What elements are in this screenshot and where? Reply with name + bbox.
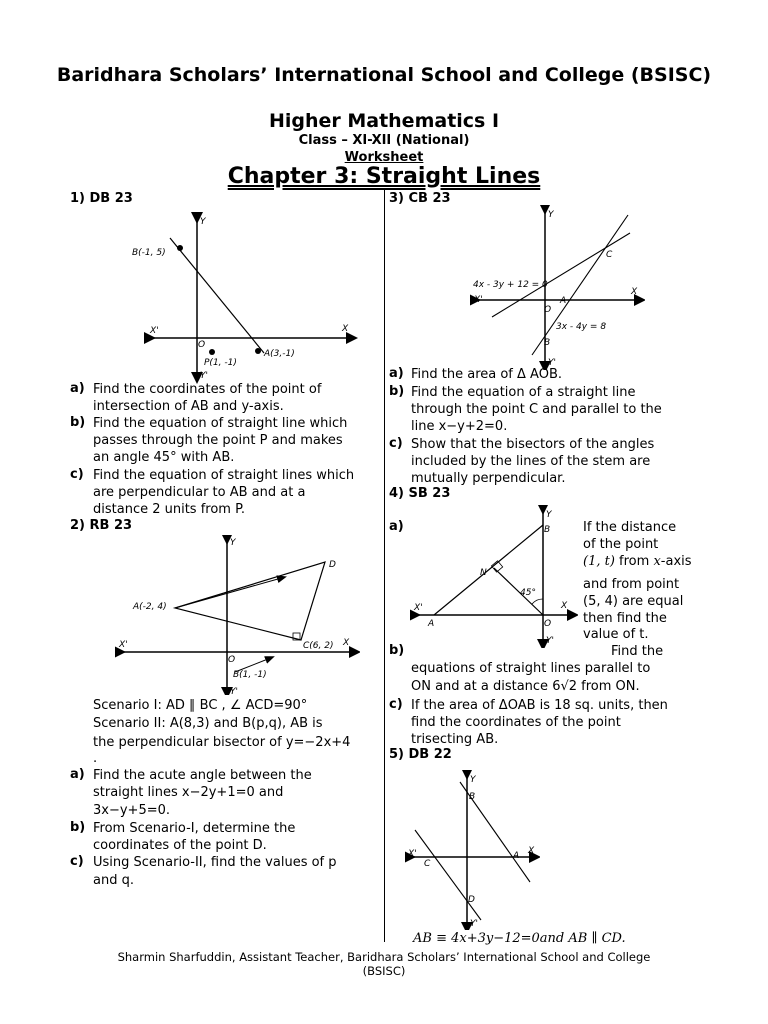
q4-from: from <box>619 554 650 569</box>
q3-label-y: Y <box>548 210 554 220</box>
q1-label-b: B(-1, 5) <box>132 248 166 258</box>
q2-figure <box>115 535 360 695</box>
school-name: Baridhara Scholars’ International School and College (BSISC) <box>56 64 712 86</box>
q3-b-line2: through the point C and parallel to the <box>411 402 662 417</box>
q2-label-yp: Y' <box>230 687 238 695</box>
q4-b-label: b) <box>389 643 405 658</box>
q3-a-line1: Find the area of Δ AOB. <box>411 367 562 382</box>
q1-label-o: O <box>198 340 206 350</box>
q1-heading: 1) DB 23 <box>70 191 133 206</box>
q1-point-a <box>255 348 261 354</box>
q4-label-a: A <box>428 619 435 629</box>
q2-c-line1: Using Scenario-II, find the values of p <box>93 855 337 870</box>
q1-c-line2: are perpendicular to AB and at a <box>93 485 306 500</box>
q2-scenario2: Scenario II: A(8,3) and B(p,q), AB is <box>93 716 323 731</box>
q2-label-xp: X' <box>119 640 128 650</box>
q1-label-xp: X' <box>150 326 159 336</box>
q3-b-line3: line x−y+2=0. <box>411 419 508 434</box>
q4-heading: 4) SB 23 <box>389 486 451 501</box>
q4-b-line2: equations of straight lines parallel to <box>411 661 651 676</box>
q3-label-a: A <box>560 296 567 306</box>
q5-label-yp: Y' <box>470 919 478 929</box>
footer-line2: (BSISC) <box>362 964 406 978</box>
q3-b-label: b) <box>389 384 405 399</box>
subject-title: Higher Mathematics I <box>268 110 500 132</box>
chapter-title: Chapter 3: Straight Lines <box>227 164 541 189</box>
footer-line1: Sharmin Sharfuddin, Assistant Teacher, Baridhara Scholars’ International School and College <box>117 950 651 964</box>
q3-label-x: X <box>631 287 638 297</box>
q1-b-label: b) <box>70 415 86 430</box>
q4-figure <box>410 505 578 648</box>
q5-label-c: C <box>424 859 431 869</box>
q3-c-line2: included by the lines of the stem are <box>411 454 651 469</box>
class-label: Class – XI-XII (National) <box>298 133 470 148</box>
q4-label-y: Y <box>546 510 552 520</box>
q4-label-o: O <box>544 619 552 629</box>
q2-label-c: C(6, 2) <box>303 641 334 651</box>
q3-b-line1: Find the equation of a straight line <box>411 385 636 400</box>
q2-a-line1: Find the acute angle between the <box>93 768 312 783</box>
q1-line-ab <box>170 238 264 353</box>
q5-label-y: Y <box>470 775 476 785</box>
q4-label-xp: X' <box>414 603 423 613</box>
q5-heading: 5) DB 22 <box>389 747 452 762</box>
q4-a-line4: and from point <box>583 577 680 592</box>
q2-c-line2: and q. <box>93 873 134 888</box>
q4-label-yp: Y' <box>546 636 554 646</box>
q2-triangle <box>175 562 325 640</box>
q3-label-b: B <box>544 338 551 348</box>
q4-label-angle: 45° <box>520 588 536 598</box>
q5-label-x: X <box>528 846 535 856</box>
q1-label-y: Y <box>200 217 206 227</box>
q1-point-b <box>177 245 183 251</box>
q2-label-x: X <box>343 638 350 648</box>
q1-label-p: P(1, -1) <box>204 358 237 368</box>
q3-c-label: c) <box>389 436 403 451</box>
q4-a-line2: of the point <box>583 537 659 552</box>
q2-label-b: B(1, -1) <box>233 670 267 680</box>
q1-label-x: X <box>342 324 349 334</box>
q1-c-line1: Find the equation of straight lines which <box>93 468 355 483</box>
q4-c-line3: trisecting AB. <box>411 732 499 747</box>
q5-label-b: B <box>469 792 476 802</box>
q2-scenario1: Scenario I: AD ∥ BC , ∠ ACD=90° <box>93 698 308 713</box>
q4-x-var: x <box>653 554 661 569</box>
q2-scenario2-line3: . <box>93 751 98 766</box>
q3-label-o: O <box>544 305 552 315</box>
q3-figure <box>470 205 645 370</box>
q1-label-yp: Y' <box>200 371 208 381</box>
q3-c-line3: mutually perpendicular. <box>411 471 566 486</box>
q5-line-cd <box>415 830 481 920</box>
q2-label-o: O <box>228 655 236 665</box>
q4-line-ab <box>434 525 543 615</box>
q4-label-x: X <box>561 601 568 611</box>
q4-a-line6: then find the <box>583 611 667 626</box>
footer <box>60 950 708 978</box>
q1-point-p <box>209 349 215 355</box>
q4-point-1t: (1, t) <box>583 554 615 569</box>
column-divider <box>384 190 385 942</box>
q2-b-line2: coordinates of the point D. <box>93 838 267 853</box>
q3-heading: 3) CB 23 <box>389 191 451 206</box>
q2-a-line3: 3x−y+5=0. <box>93 803 171 818</box>
q4-c-label: c) <box>389 697 403 712</box>
q4-a-line7: value of t. <box>583 627 649 642</box>
q2-b-line1: From Scenario-I, determine the <box>93 821 296 836</box>
q2-arrow-ad <box>175 577 285 608</box>
q4-a-line1: If the distance <box>583 520 677 535</box>
q2-b-label: b) <box>70 820 86 835</box>
q1-c-label: c) <box>70 467 84 482</box>
q1-figure <box>120 210 360 385</box>
q4-angle-arc <box>532 599 543 604</box>
q4-b-line1: Find the <box>611 644 664 659</box>
q5-stem: AB ≡ 4x+3y−12=0and AB ∥ CD. <box>413 931 626 946</box>
q4-c-line2: find the coordinates of the point <box>411 715 621 730</box>
q2-heading: 2) RB 23 <box>70 518 133 533</box>
q4-b-line3: ON and at a distance 6√2 from ON. <box>411 679 640 694</box>
q2-scenario2-line2: the perpendicular bisector of y=−2x+4 <box>93 735 351 750</box>
q2-a-line2: straight lines x−2y+1=0 and <box>93 785 284 800</box>
worksheet-label: Worksheet <box>344 150 424 165</box>
q3-label-c: C <box>606 250 613 260</box>
q1-b-line2: passes through the point P and makes <box>93 433 343 448</box>
q4-label-b: B <box>544 525 551 535</box>
q4-a-label: a) <box>389 519 404 534</box>
q1-a-line1: Find the coordinates of the point of <box>93 382 322 397</box>
q1-a-line2: intersection of AB and y-axis. <box>93 399 284 414</box>
q1-b-line1: Find the equation of straight line which <box>93 416 348 431</box>
q4-a-line3 <box>583 553 692 570</box>
q3-label-yp: Y' <box>548 358 556 368</box>
q2-label-y: Y <box>230 538 236 548</box>
q2-label-d: D <box>329 560 336 570</box>
q5-label-a: A <box>513 851 520 861</box>
q3-label-l1: 4x - 3y + 12 = 0 <box>473 280 548 290</box>
q5-label-xp: X' <box>408 849 417 859</box>
q1-c-line3: distance 2 units from P. <box>93 502 246 517</box>
q3-label-l2: 3x - 4y = 8 <box>556 322 607 332</box>
q1-a-label: a) <box>70 381 85 396</box>
q3-a-label: a) <box>389 366 404 381</box>
q4-a-line5: (5, 4) are equal <box>583 594 684 609</box>
q2-a-label: a) <box>70 767 85 782</box>
q2-c-label: c) <box>70 854 84 869</box>
q4-axis: -axis <box>660 554 692 569</box>
q5-figure <box>405 770 540 930</box>
q2-label-a: A(-2, 4) <box>133 602 167 612</box>
q3-label-xp: X' <box>474 295 483 305</box>
q3-c-line1: Show that the bisectors of the angles <box>411 437 655 452</box>
q5-label-d: D <box>468 895 475 905</box>
q4-label-n: N <box>480 568 487 578</box>
q1-label-a: A(3,-1) <box>264 349 295 359</box>
q4-c-line1: If the area of ΔOAB is 18 sq. units, then <box>411 698 668 713</box>
q1-b-line3: an angle 45° with AB. <box>93 450 235 465</box>
